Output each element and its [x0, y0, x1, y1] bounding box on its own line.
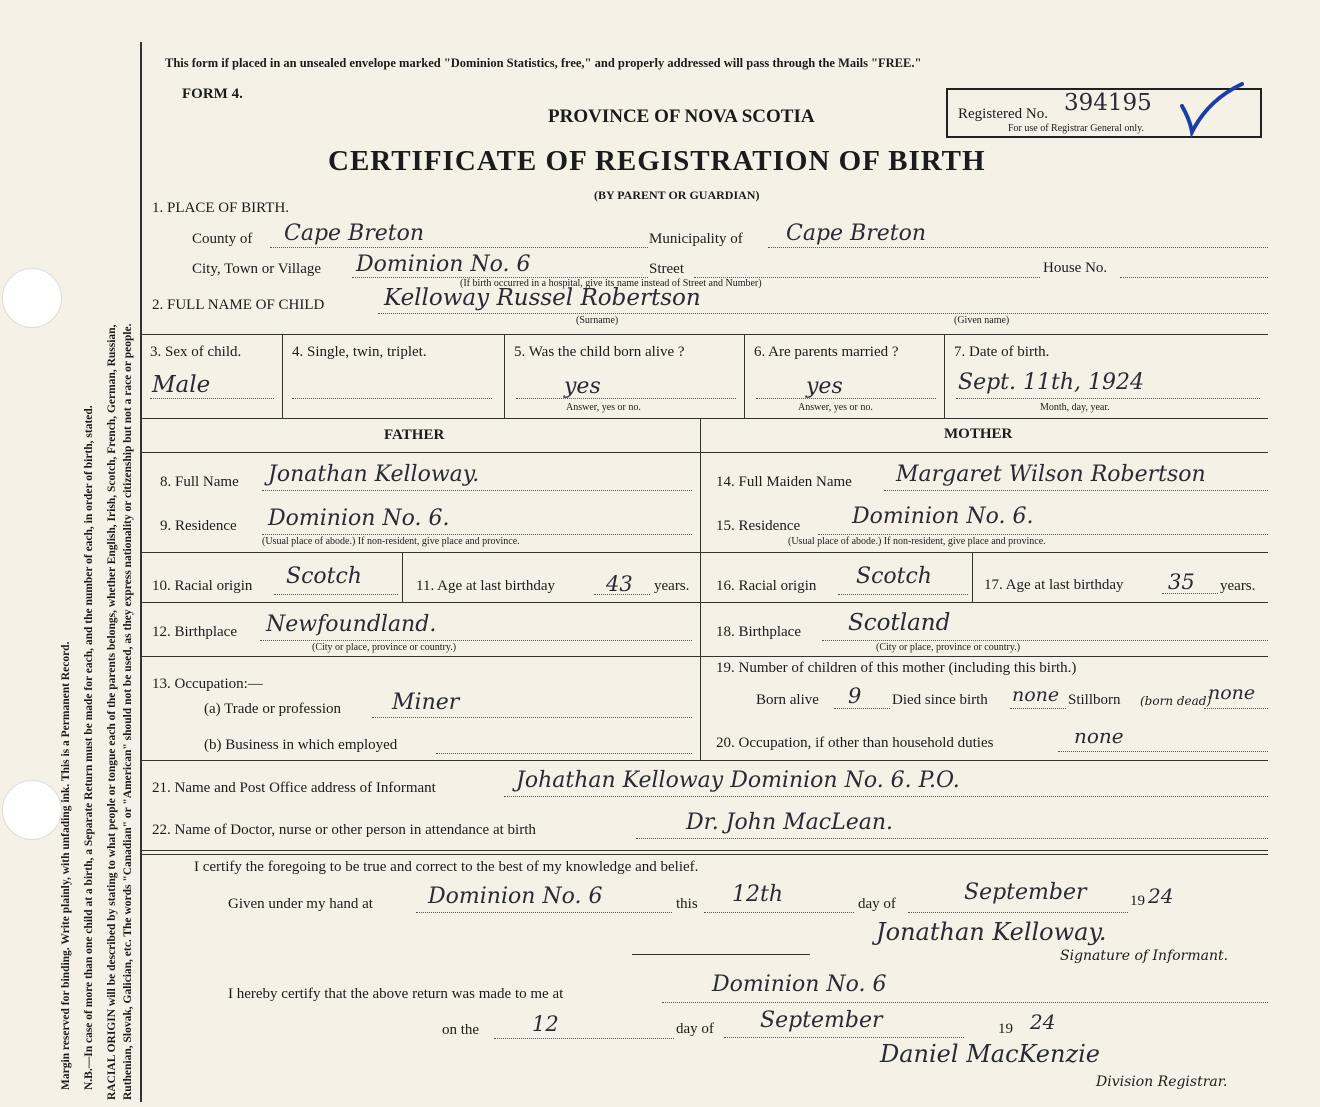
form-number: FORM 4.: [182, 86, 243, 102]
born-alive-value: yes: [564, 374, 601, 399]
father-residence-label: 9. Residence: [160, 518, 237, 534]
given-month-value: September: [964, 880, 1087, 905]
mother-birthplace-label: 18. Birthplace: [716, 624, 801, 640]
informant-signature-label: Signature of Informant.: [1060, 948, 1229, 964]
dob-value: Sept. 11th, 1924: [958, 370, 1144, 395]
father-heading: FATHER: [384, 427, 445, 443]
parents-married-label: 6. Are parents married ?: [754, 344, 899, 360]
registrar-year-value: 24: [1030, 1010, 1056, 1034]
stillborn-label: Stillborn: [1068, 692, 1121, 708]
certify-statement: I certify the foregoing to be true and correct to the best of my knowledge and belief.: [194, 859, 699, 875]
registrar-signature-label: Division Registrar.: [1096, 1074, 1228, 1090]
house-label: House No.: [1043, 260, 1108, 276]
registrar-day-of-label: day of: [676, 1021, 714, 1037]
registrar-month-value: September: [760, 1008, 883, 1033]
surname-note: (Surname): [576, 315, 619, 326]
father-birthplace-note: (City or place, province or country.): [312, 642, 457, 653]
dob-note: Month, day, year.: [1040, 402, 1110, 413]
margin-note-multiple-births: N.B.—In case of more than one child at a birth, a Separate Return must be made for each, and the number of each, in order of birth, stated.: [83, 405, 95, 1090]
municipality-value: Cape Breton: [786, 221, 927, 246]
county-value: Cape Breton: [284, 221, 425, 246]
form-left-border: [140, 42, 142, 1102]
died-since-birth-value: none: [1012, 684, 1060, 706]
postal-notice: This form if placed in an unsealed envelope marked "Dominion Statistics, free," and properly addressed will pass through the Mails "FREE.": [165, 56, 922, 70]
given-under-hand-label: Given under my hand at: [228, 896, 373, 912]
dob-label: 7. Date of birth.: [954, 344, 1050, 360]
mother-residence-value: Dominion No. 6.: [852, 504, 1034, 529]
father-birthplace-label: 12. Birthplace: [152, 624, 237, 640]
stillborn-note: (born dead): [1140, 694, 1212, 708]
street-label: Street: [649, 261, 684, 277]
county-label: County of: [192, 231, 253, 247]
born-alive-count-label: Born alive: [756, 692, 819, 708]
father-trade-value: Miner: [392, 690, 460, 715]
given-place-value: Dominion No. 6: [428, 884, 603, 909]
mother-residence-label: 15. Residence: [716, 518, 801, 534]
hospital-note: (If birth occurred in a hospital, give its name instead of Street and Number): [460, 278, 762, 289]
registrar-note: For use of Registrar General only.: [1008, 123, 1144, 134]
margin-note-racial-origin-cont: Ruthenian, Slovak, Galician, etc. The words "Canadian" or "American" should not be used, as they express nationality or citizenship but not a race or people.: [122, 323, 134, 1100]
given-year-prefix: 19: [1130, 893, 1145, 909]
this-label: this: [676, 896, 698, 912]
document-subtitle: (BY PARENT OR GUARDIAN): [594, 188, 760, 202]
document-title: CERTIFICATE OF REGISTRATION OF BIRTH: [328, 145, 986, 177]
registrar-day-value: 12: [532, 1012, 559, 1036]
city-label: City, Town or Village: [192, 261, 322, 277]
informant-signature: Jonathan Kelloway.: [876, 918, 1107, 946]
father-racial-value: Scotch: [286, 564, 362, 589]
stillborn-value: none: [1208, 682, 1256, 704]
mother-children-label: 19. Number of children of this mother (including this birth.): [716, 660, 1077, 676]
mother-birthplace-value: Scotland: [848, 610, 951, 636]
registrar-year-prefix: 19: [998, 1021, 1013, 1037]
city-value: Dominion No. 6: [356, 252, 531, 277]
doctor-value: Dr. John MacLean.: [686, 810, 893, 835]
mother-heading: MOTHER: [944, 426, 1013, 442]
child-name-label: 2. FULL NAME OF CHILD: [152, 297, 325, 313]
binding-hole-bottom: [2, 780, 62, 840]
municipality-label: Municipality of: [649, 231, 743, 247]
father-age-value: 43: [606, 572, 633, 596]
doctor-label: 22. Name of Doctor, nurse or other person in attendance at birth: [152, 822, 536, 838]
father-business-label: (b) Business in which employed: [204, 737, 398, 753]
father-name-label: 8. Full Name: [160, 474, 239, 490]
registrar-place-value: Dominion No. 6: [712, 972, 887, 997]
margin-note-racial-origin: RACIAL ORIGIN will be described by stating to what people or tongue each of the parents belongs, whether English, Irish, Scotch, French, German, Russian,: [106, 324, 118, 1100]
father-name-value: Jonathan Kelloway.: [268, 462, 480, 487]
mother-age-value: 35: [1168, 570, 1195, 594]
mother-age-label: 17. Age at last birthday: [984, 577, 1124, 593]
mother-occupation-label: 20. Occupation, if other than household duties: [716, 735, 994, 751]
died-since-birth-label: Died since birth: [892, 692, 988, 708]
given-year-value: 24: [1148, 884, 1174, 908]
given-day-value: 12th: [732, 882, 784, 907]
mother-racial-value: Scotch: [856, 564, 932, 589]
margin-note-binding: Margin reserved for binding. Write plainly, with unfading ink. This is a Permanent Record.: [60, 641, 72, 1090]
informant-label: 21. Name and Post Office address of Informant: [152, 780, 436, 796]
father-age-label: 11. Age at last birthday: [416, 578, 555, 594]
father-trade-label: (a) Trade or profession: [204, 701, 342, 717]
born-alive-note: Answer, yes or no.: [566, 402, 641, 413]
place-heading: 1. PLACE OF BIRTH.: [152, 200, 290, 216]
parents-married-note: Answer, yes or no.: [798, 402, 873, 413]
sex-label: 3. Sex of child.: [150, 344, 242, 360]
check-mark-icon: [1178, 80, 1248, 140]
father-occupation-label: 13. Occupation:—: [152, 676, 263, 692]
mother-occupation-value: none: [1074, 724, 1124, 748]
mother-age-years: years.: [1220, 578, 1256, 594]
born-alive-count-value: 9: [848, 684, 862, 708]
sex-value: Male: [152, 372, 211, 398]
father-residence-value: Dominion No. 6.: [268, 506, 450, 531]
registrar-statement: I hereby certify that the above return was made to me at: [228, 986, 564, 1002]
on-the-label: on the: [442, 1022, 480, 1038]
born-alive-label: 5. Was the child born alive ?: [514, 344, 685, 360]
mother-racial-label: 16. Racial origin: [716, 578, 817, 594]
given-name-note: (Given name): [954, 315, 1010, 326]
mother-name-value: Margaret Wilson Robertson: [896, 462, 1206, 487]
mother-birthplace-note: (City or place, province or country.): [876, 642, 1021, 653]
mother-residence-note: (Usual place of abode.) If non-resident, give place and province.: [788, 536, 1046, 547]
binding-hole-top: [2, 268, 62, 328]
mother-name-label: 14. Full Maiden Name: [716, 474, 852, 490]
father-birthplace-value: Newfoundland.: [266, 612, 437, 637]
informant-value: Johathan Kelloway Dominion No. 6. P.O.: [516, 768, 960, 793]
father-racial-label: 10. Racial origin: [152, 578, 253, 594]
father-residence-note: (Usual place of abode.) If non-resident, give place and province.: [262, 536, 520, 547]
child-name-value: Kelloway Russel Robertson: [384, 285, 701, 311]
multiple-birth-label: 4. Single, twin, triplet.: [292, 344, 427, 360]
registered-label: Registered No.: [958, 106, 1048, 122]
registrar-signature: Daniel MacKenzie: [880, 1040, 1100, 1068]
registered-number: 394195: [1064, 90, 1152, 116]
day-of-label: day of: [858, 896, 896, 912]
parents-married-value: yes: [806, 374, 843, 399]
province-heading: PROVINCE OF NOVA SCOTIA: [548, 106, 815, 127]
father-age-years: years.: [654, 578, 690, 594]
